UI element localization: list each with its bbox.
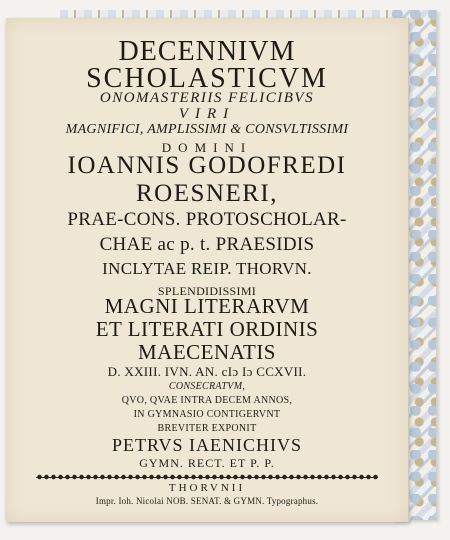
dedication-line-4: BREVITER EXPONIT xyxy=(157,423,257,434)
place-of-printing: THORVNII xyxy=(168,482,246,494)
office-line-4: SPLENDIDISSIMI xyxy=(157,284,257,298)
ornamental-rule xyxy=(36,473,378,481)
office-line-2: CHAE ac p. t. PRAESIDIS xyxy=(99,234,315,255)
title-line-6: DOMINI xyxy=(161,140,253,155)
title-page xyxy=(6,18,409,522)
printer-imprint: Impr. Ioh. Nicolai NOB. SENAT. & GYMN. Typographus. xyxy=(95,496,319,506)
dedication-line-1: CONSECRATVM, xyxy=(168,381,246,392)
maecenas-line-3: MAECENATIS xyxy=(137,340,276,364)
title-line-5: MAGNIFICI, AMPLISSIMI & CONSVLTISSIMI xyxy=(65,122,349,137)
date-line: D. XXIII. IVN. AN. cIɔ Iɔ CCXVII. xyxy=(107,364,307,379)
maecenas-line-2: ET LITERATI ORDINIS xyxy=(95,317,319,341)
title-line-1: DECENNIVM xyxy=(118,36,296,67)
author-name: PETRVS IAENICHIVS xyxy=(111,435,303,455)
title-line-2: SCHOLASTICVM xyxy=(86,63,328,94)
title-line-3: ONOMASTERIIS FELICIBVS xyxy=(99,90,315,106)
dedication-line-2: QVO, QVAE INTRA DECEM ANNOS, xyxy=(121,395,293,406)
office-line-3: INCLYTAE REIP. THORVN. xyxy=(102,259,312,278)
name-line-2: ROESNERI, xyxy=(136,180,278,207)
maecenas-line-1: MAGNI LITERARVM xyxy=(104,294,310,318)
office-line-1: PRAE-CONS. PROTOSCHOLAR- xyxy=(67,209,347,230)
name-line-1: IOANNIS GODOFREDI xyxy=(67,152,347,179)
title-line-4: VIRI xyxy=(178,106,236,122)
author-title: GYMN. RECT. ET P. P. xyxy=(139,456,275,470)
dedication-line-3: IN GYMNASIO CONTIGERVNT xyxy=(133,409,281,420)
